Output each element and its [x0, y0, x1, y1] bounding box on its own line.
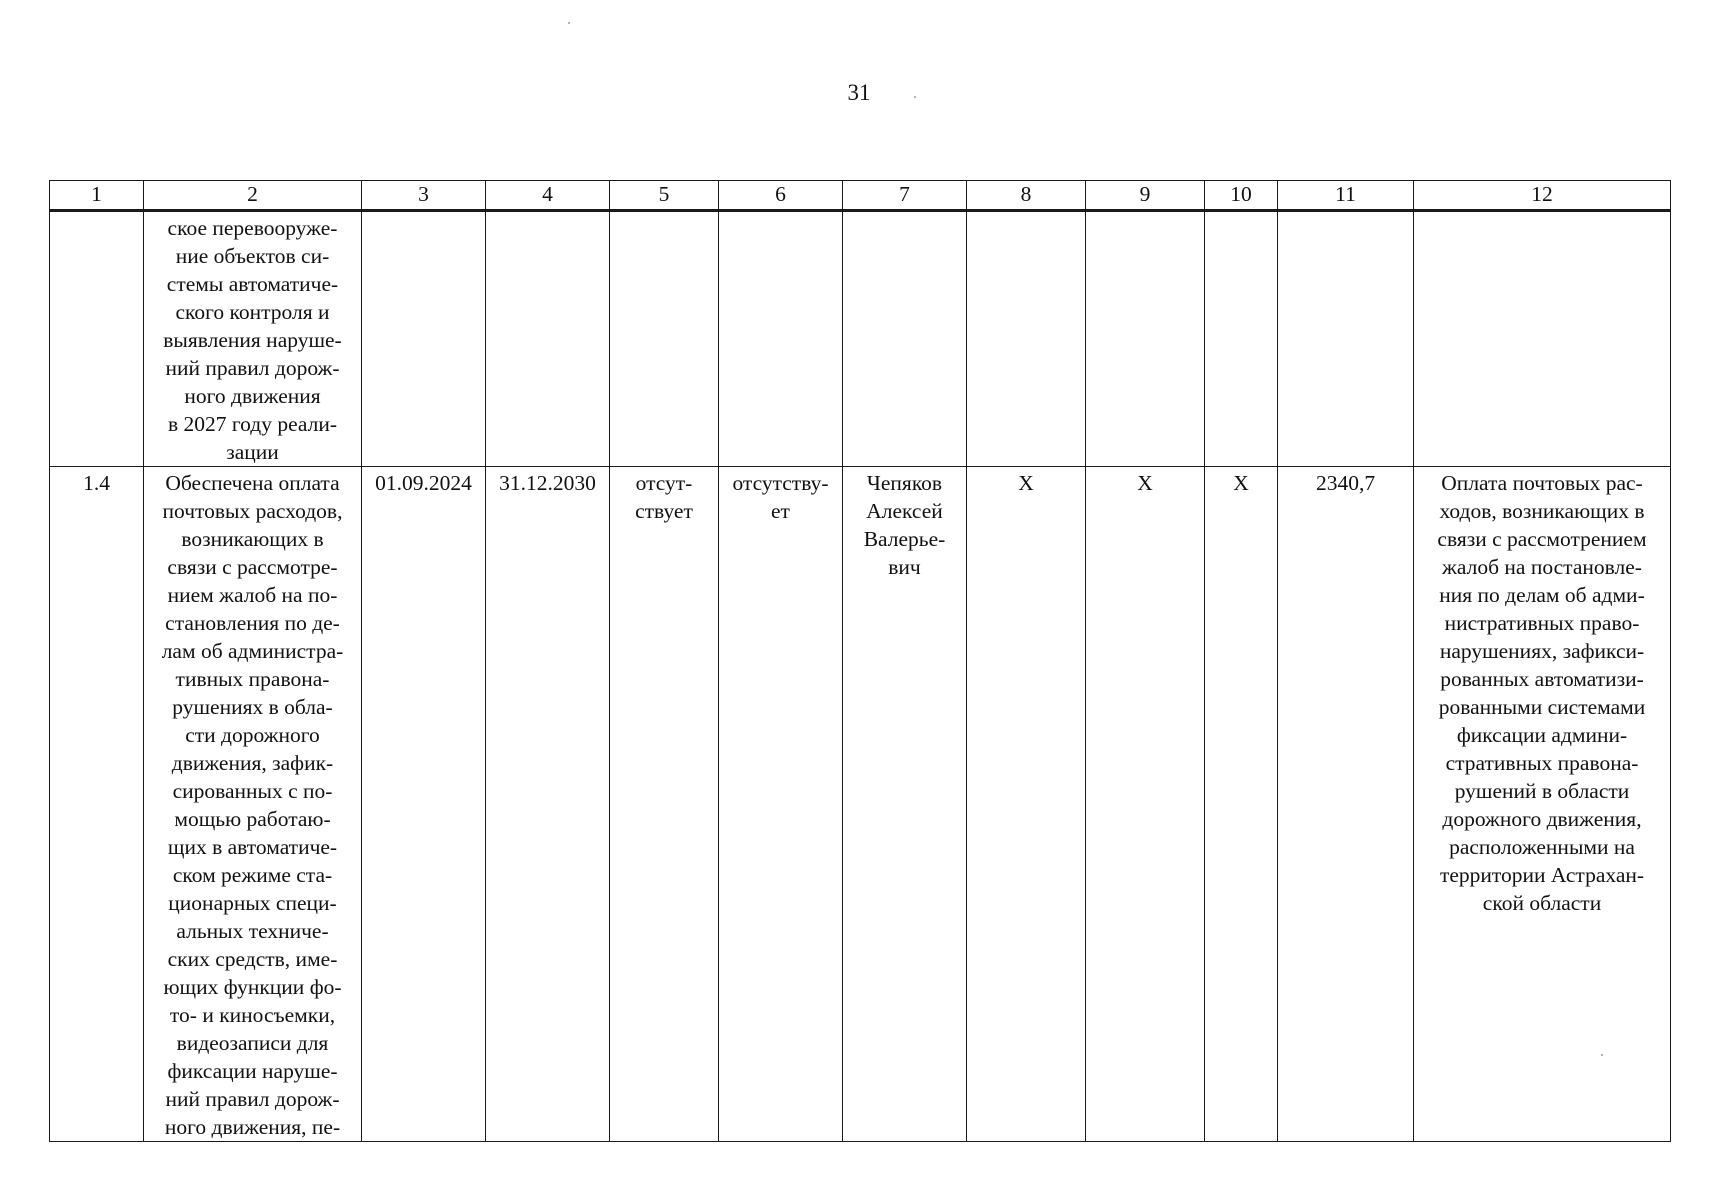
continuation-description-text: ское перевооруже- ние объектов си- стемы автоматиче- ского контроля и выявления наруше- ний правил дорож- ного движения в 2027 году реали- зации — [163, 216, 342, 464]
column-number: 6 — [719, 181, 843, 211]
column-number: 2 — [144, 181, 362, 211]
table-cell — [486, 211, 610, 467]
table-cell — [610, 211, 719, 467]
column-number: 1 — [50, 181, 144, 211]
table-row-continuation — [50, 211, 1671, 467]
table-cell — [719, 211, 843, 467]
expected-result-text: Оплата почтовых рас- ходов, возникающих в связи с рассмотрением жалоб на постановле- ния по делам об адми- нистративных право- нарушениях, зафикси- рованных автоматизи- рованными системами фиксации админи- стративных правона- рушений в области дорожного движения, расположенными на территории Астрахан- ской области — [1437, 471, 1647, 915]
column-8-value: X — [967, 467, 1086, 1142]
column-number: 10 — [1205, 181, 1278, 211]
column-6-text: отсутству- ет — [732, 471, 829, 523]
start-date: 01.09.2024 — [362, 467, 486, 1142]
column-9-value: X — [1086, 467, 1205, 1142]
data-table — [49, 180, 1671, 1142]
table-cell — [1278, 211, 1414, 467]
column-number: 7 — [843, 181, 967, 211]
column-number: 8 — [967, 181, 1086, 211]
column-number: 5 — [610, 181, 719, 211]
column-10-value: X — [1205, 467, 1278, 1142]
column-number: 11 — [1278, 181, 1414, 211]
column-number: 3 — [362, 181, 486, 211]
table-cell — [1205, 211, 1278, 467]
responsible-person — [843, 467, 967, 1142]
page-number: 31 — [847, 80, 871, 105]
amount: 2340,7 — [1278, 467, 1414, 1142]
column-number: 9 — [1086, 181, 1205, 211]
table-cell — [362, 211, 486, 467]
responsible-person-text: Чепяков Алексей Валерье- вич — [863, 471, 946, 579]
column-6-value — [719, 467, 843, 1142]
row-description-text: Обеспечена оплата почтовых расходов, возникающих в связи с рассмотре- нием жалоб на по- становления по де- лам об администра- тивных правона- рушениях в обла- сти дорожного движения, зафик- сированных с по- мощью работаю- щих в автоматиче- ском режиме ста- ционарных специ- альных техниче- ских средств, име- ющих функции фо- то- и киносъемки, видеозаписи для фиксации наруше- ний правил дорож- ного движения, пе- — [161, 471, 344, 1139]
column-number: 4 — [486, 181, 610, 211]
end-date: 31.12.2030 — [486, 467, 610, 1142]
column-number: 12 — [1414, 181, 1671, 211]
table-cell — [843, 211, 967, 467]
continuation-description — [144, 211, 362, 467]
column-5-value — [610, 467, 719, 1142]
row-description — [144, 467, 362, 1142]
column-number-row — [50, 181, 1671, 211]
table-cell — [1086, 211, 1205, 467]
row-number: 1.4 — [50, 467, 144, 1142]
table-cell — [1414, 211, 1671, 467]
table-cell — [967, 211, 1086, 467]
expected-result — [1414, 467, 1671, 1142]
scan-speck — [568, 22, 570, 24]
table-row-1-4 — [50, 467, 1671, 1142]
column-5-text: отсут- ствует — [635, 471, 693, 523]
table-cell — [50, 211, 144, 467]
